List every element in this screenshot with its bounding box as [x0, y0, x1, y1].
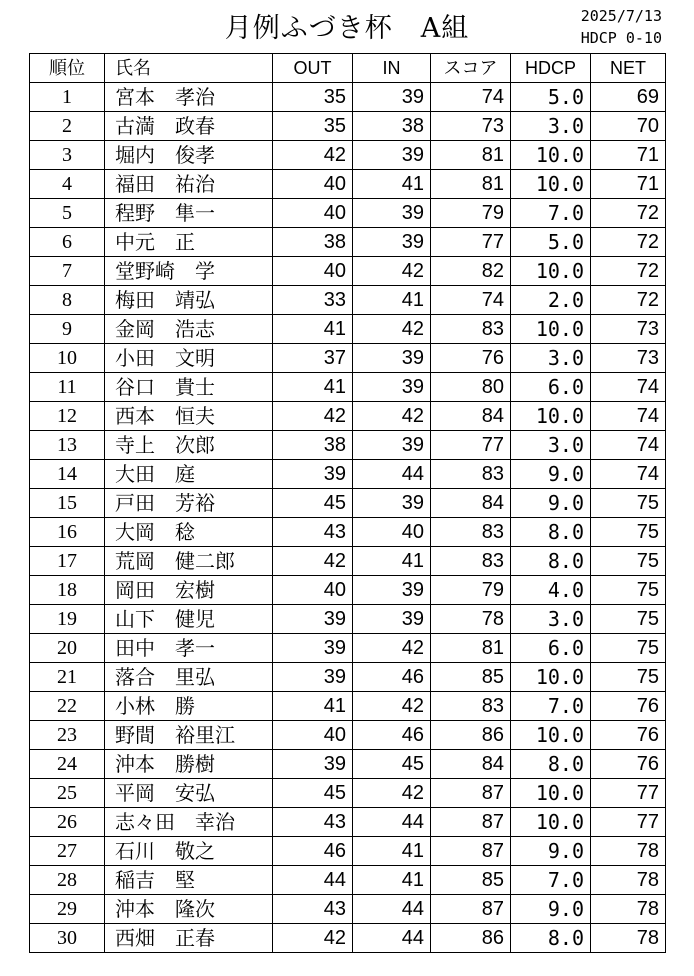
- table-row: [30, 924, 666, 953]
- cell-player-name: 荒岡 健二郎: [105, 547, 273, 576]
- cell-net: 78: [591, 866, 666, 895]
- cell-score: 83: [431, 315, 511, 344]
- cell-score: 85: [431, 663, 511, 692]
- cell-in: 39: [353, 431, 431, 460]
- cell-out: 33: [273, 286, 353, 315]
- table-row: [30, 547, 666, 576]
- table-row: [30, 402, 666, 431]
- cell-net: 70: [591, 112, 666, 141]
- cell-rank: 5: [30, 199, 105, 228]
- cell-net: 78: [591, 895, 666, 924]
- cell-rank: 4: [30, 170, 105, 199]
- cell-score: 83: [431, 518, 511, 547]
- cell-rank: 9: [30, 315, 105, 344]
- cell-out: 37: [273, 344, 353, 373]
- table-row: [30, 228, 666, 257]
- cell-in: 42: [353, 692, 431, 721]
- cell-rank: 20: [30, 634, 105, 663]
- results-table: [29, 53, 666, 953]
- cell-player-name: 大岡 稔: [105, 518, 273, 547]
- cell-hdcp: 7.0: [511, 866, 591, 895]
- cell-out: 43: [273, 895, 353, 924]
- cell-score: 78: [431, 605, 511, 634]
- cell-player-name: 岡田 宏樹: [105, 576, 273, 605]
- table-row: [30, 866, 666, 895]
- cell-player-name: 稲吉 堅: [105, 866, 273, 895]
- cell-score: 83: [431, 547, 511, 576]
- cell-in: 45: [353, 750, 431, 779]
- cell-in: 39: [353, 605, 431, 634]
- column-header-in: IN: [353, 54, 431, 83]
- cell-net: 78: [591, 924, 666, 953]
- cell-in: 44: [353, 924, 431, 953]
- cell-rank: 12: [30, 402, 105, 431]
- cell-player-name: 中元 正: [105, 228, 273, 257]
- table-row: [30, 692, 666, 721]
- cell-player-name: 山下 健児: [105, 605, 273, 634]
- cell-hdcp: 3.0: [511, 431, 591, 460]
- cell-hdcp: 9.0: [511, 489, 591, 518]
- cell-player-name: 田中 孝一: [105, 634, 273, 663]
- cell-score: 76: [431, 344, 511, 373]
- cell-net: 73: [591, 344, 666, 373]
- cell-rank: 23: [30, 721, 105, 750]
- table-row: [30, 257, 666, 286]
- cell-player-name: 石川 敬之: [105, 837, 273, 866]
- cell-player-name: 西本 恒夫: [105, 402, 273, 431]
- cell-rank: 28: [30, 866, 105, 895]
- cell-out: 43: [273, 808, 353, 837]
- cell-net: 78: [591, 837, 666, 866]
- cell-in: 42: [353, 779, 431, 808]
- cell-out: 42: [273, 924, 353, 953]
- cell-score: 83: [431, 460, 511, 489]
- cell-hdcp: 10.0: [511, 257, 591, 286]
- cell-hdcp: 10.0: [511, 721, 591, 750]
- cell-in: 44: [353, 808, 431, 837]
- cell-rank: 18: [30, 576, 105, 605]
- cell-in: 39: [353, 228, 431, 257]
- table-row: [30, 112, 666, 141]
- cell-player-name: 梅田 靖弘: [105, 286, 273, 315]
- cell-out: 38: [273, 431, 353, 460]
- cell-player-name: 堀内 俊孝: [105, 141, 273, 170]
- cell-hdcp: 6.0: [511, 634, 591, 663]
- cell-out: 35: [273, 112, 353, 141]
- table-row: [30, 895, 666, 924]
- column-header-hdcp: HDCP: [511, 54, 591, 83]
- cell-hdcp: 3.0: [511, 344, 591, 373]
- cell-out: 39: [273, 750, 353, 779]
- cell-player-name: 沖本 隆次: [105, 895, 273, 924]
- table-header-row: [30, 54, 666, 83]
- table-row: [30, 315, 666, 344]
- cell-in: 40: [353, 518, 431, 547]
- cell-out: 40: [273, 199, 353, 228]
- cell-net: 77: [591, 808, 666, 837]
- cell-rank: 7: [30, 257, 105, 286]
- cell-player-name: 小林 勝: [105, 692, 273, 721]
- cell-score: 74: [431, 286, 511, 315]
- page-title: 月例ふづき杯 A組: [224, 13, 470, 44]
- cell-hdcp: 10.0: [511, 808, 591, 837]
- cell-in: 41: [353, 547, 431, 576]
- cell-rank: 19: [30, 605, 105, 634]
- cell-hdcp: 10.0: [511, 141, 591, 170]
- cell-score: 85: [431, 866, 511, 895]
- cell-out: 40: [273, 576, 353, 605]
- cell-rank: 25: [30, 779, 105, 808]
- table-row: [30, 83, 666, 112]
- cell-in: 39: [353, 576, 431, 605]
- column-header-out: OUT: [273, 54, 353, 83]
- cell-rank: 29: [30, 895, 105, 924]
- cell-hdcp: 5.0: [511, 228, 591, 257]
- cell-player-name: 小田 文明: [105, 344, 273, 373]
- cell-net: 76: [591, 692, 666, 721]
- cell-out: 42: [273, 402, 353, 431]
- cell-out: 40: [273, 257, 353, 286]
- table-row: [30, 634, 666, 663]
- cell-in: 42: [353, 257, 431, 286]
- cell-player-name: 平岡 安弘: [105, 779, 273, 808]
- cell-out: 39: [273, 460, 353, 489]
- cell-rank: 1: [30, 83, 105, 112]
- cell-in: 38: [353, 112, 431, 141]
- cell-rank: 2: [30, 112, 105, 141]
- cell-out: 42: [273, 547, 353, 576]
- cell-rank: 6: [30, 228, 105, 257]
- cell-score: 84: [431, 489, 511, 518]
- cell-out: 43: [273, 518, 353, 547]
- cell-rank: 3: [30, 141, 105, 170]
- cell-rank: 14: [30, 460, 105, 489]
- table-row: [30, 199, 666, 228]
- cell-score: 83: [431, 692, 511, 721]
- cell-out: 45: [273, 779, 353, 808]
- table-row: [30, 170, 666, 199]
- table-row: [30, 286, 666, 315]
- cell-hdcp: 10.0: [511, 663, 591, 692]
- cell-in: 39: [353, 373, 431, 402]
- table-row: [30, 808, 666, 837]
- cell-in: 39: [353, 199, 431, 228]
- table-row: [30, 750, 666, 779]
- cell-out: 39: [273, 634, 353, 663]
- cell-score: 74: [431, 83, 511, 112]
- cell-net: 69: [591, 83, 666, 112]
- cell-net: 74: [591, 460, 666, 489]
- cell-hdcp: 8.0: [511, 518, 591, 547]
- cell-in: 41: [353, 170, 431, 199]
- cell-out: 41: [273, 692, 353, 721]
- cell-hdcp: 5.0: [511, 83, 591, 112]
- cell-hdcp: 9.0: [511, 460, 591, 489]
- cell-net: 75: [591, 547, 666, 576]
- cell-out: 46: [273, 837, 353, 866]
- table-row: [30, 576, 666, 605]
- table-row: [30, 721, 666, 750]
- cell-score: 81: [431, 634, 511, 663]
- cell-in: 39: [353, 141, 431, 170]
- cell-score: 79: [431, 199, 511, 228]
- cell-hdcp: 7.0: [511, 199, 591, 228]
- cell-score: 73: [431, 112, 511, 141]
- cell-net: 72: [591, 286, 666, 315]
- cell-in: 44: [353, 895, 431, 924]
- cell-rank: 26: [30, 808, 105, 837]
- cell-net: 72: [591, 228, 666, 257]
- cell-out: 38: [273, 228, 353, 257]
- cell-rank: 30: [30, 924, 105, 953]
- cell-score: 77: [431, 431, 511, 460]
- cell-rank: 15: [30, 489, 105, 518]
- cell-hdcp: 8.0: [511, 924, 591, 953]
- cell-player-name: 大田 庭: [105, 460, 273, 489]
- table-row: [30, 663, 666, 692]
- cell-hdcp: 7.0: [511, 692, 591, 721]
- cell-player-name: 沖本 勝樹: [105, 750, 273, 779]
- cell-out: 39: [273, 605, 353, 634]
- cell-out: 41: [273, 373, 353, 402]
- cell-out: 35: [273, 83, 353, 112]
- table-row: [30, 837, 666, 866]
- cell-hdcp: 6.0: [511, 373, 591, 402]
- cell-hdcp: 3.0: [511, 112, 591, 141]
- cell-score: 87: [431, 895, 511, 924]
- cell-out: 42: [273, 141, 353, 170]
- cell-in: 41: [353, 866, 431, 895]
- cell-rank: 11: [30, 373, 105, 402]
- cell-net: 71: [591, 170, 666, 199]
- cell-rank: 13: [30, 431, 105, 460]
- cell-net: 71: [591, 141, 666, 170]
- table-row: [30, 605, 666, 634]
- column-header-score: スコア: [431, 54, 511, 83]
- cell-in: 39: [353, 489, 431, 518]
- cell-player-name: 落合 里弘: [105, 663, 273, 692]
- cell-hdcp: 10.0: [511, 402, 591, 431]
- cell-net: 72: [591, 199, 666, 228]
- cell-hdcp: 8.0: [511, 547, 591, 576]
- cell-score: 87: [431, 837, 511, 866]
- cell-hdcp: 9.0: [511, 895, 591, 924]
- cell-net: 73: [591, 315, 666, 344]
- cell-score: 86: [431, 721, 511, 750]
- cell-out: 40: [273, 170, 353, 199]
- cell-score: 82: [431, 257, 511, 286]
- cell-net: 74: [591, 402, 666, 431]
- cell-net: 74: [591, 431, 666, 460]
- cell-in: 41: [353, 837, 431, 866]
- cell-out: 45: [273, 489, 353, 518]
- cell-in: 46: [353, 663, 431, 692]
- cell-player-name: 宮本 孝治: [105, 83, 273, 112]
- table-row: [30, 431, 666, 460]
- cell-in: 44: [353, 460, 431, 489]
- cell-net: 75: [591, 605, 666, 634]
- cell-player-name: 戸田 芳裕: [105, 489, 273, 518]
- cell-hdcp: 10.0: [511, 779, 591, 808]
- table-row: [30, 518, 666, 547]
- cell-hdcp: 9.0: [511, 837, 591, 866]
- table-row: [30, 141, 666, 170]
- cell-score: 84: [431, 750, 511, 779]
- cell-rank: 16: [30, 518, 105, 547]
- cell-in: 46: [353, 721, 431, 750]
- cell-player-name: 寺上 次郎: [105, 431, 273, 460]
- cell-player-name: 志々田 幸治: [105, 808, 273, 837]
- cell-score: 86: [431, 924, 511, 953]
- cell-out: 41: [273, 315, 353, 344]
- cell-rank: 10: [30, 344, 105, 373]
- cell-out: 40: [273, 721, 353, 750]
- cell-score: 81: [431, 170, 511, 199]
- cell-in: 42: [353, 402, 431, 431]
- cell-net: 76: [591, 721, 666, 750]
- cell-hdcp: 3.0: [511, 605, 591, 634]
- cell-net: 75: [591, 576, 666, 605]
- cell-in: 39: [353, 344, 431, 373]
- table-row: [30, 344, 666, 373]
- cell-hdcp: 4.0: [511, 576, 591, 605]
- cell-net: 75: [591, 634, 666, 663]
- cell-net: 75: [591, 663, 666, 692]
- cell-in: 39: [353, 83, 431, 112]
- cell-player-name: 金岡 浩志: [105, 315, 273, 344]
- column-header-name: 氏名: [105, 54, 273, 83]
- cell-score: 77: [431, 228, 511, 257]
- column-header-net: NET: [591, 54, 666, 83]
- table-row: [30, 460, 666, 489]
- hdcp-range: HDCP 0-10: [580, 29, 662, 47]
- cell-hdcp: 2.0: [511, 286, 591, 315]
- cell-player-name: 野間 裕里江: [105, 721, 273, 750]
- cell-net: 72: [591, 257, 666, 286]
- cell-net: 76: [591, 750, 666, 779]
- cell-hdcp: 10.0: [511, 315, 591, 344]
- cell-score: 87: [431, 808, 511, 837]
- cell-rank: 22: [30, 692, 105, 721]
- cell-rank: 24: [30, 750, 105, 779]
- cell-rank: 21: [30, 663, 105, 692]
- cell-rank: 27: [30, 837, 105, 866]
- cell-in: 42: [353, 634, 431, 663]
- cell-hdcp: 10.0: [511, 170, 591, 199]
- cell-player-name: 古満 政春: [105, 112, 273, 141]
- cell-net: 75: [591, 489, 666, 518]
- cell-rank: 17: [30, 547, 105, 576]
- cell-out: 44: [273, 866, 353, 895]
- table-body: [30, 83, 666, 953]
- cell-score: 79: [431, 576, 511, 605]
- cell-net: 75: [591, 518, 666, 547]
- cell-player-name: 堂野崎 学: [105, 257, 273, 286]
- cell-rank: 8: [30, 286, 105, 315]
- table-row: [30, 779, 666, 808]
- event-date: 2025/7/13: [580, 7, 662, 25]
- cell-score: 84: [431, 402, 511, 431]
- cell-score: 80: [431, 373, 511, 402]
- cell-player-name: 程野 隼一: [105, 199, 273, 228]
- table-row: [30, 489, 666, 518]
- cell-score: 81: [431, 141, 511, 170]
- cell-out: 39: [273, 663, 353, 692]
- cell-player-name: 福田 祐治: [105, 170, 273, 199]
- cell-score: 87: [431, 779, 511, 808]
- cell-player-name: 谷口 貴士: [105, 373, 273, 402]
- cell-net: 74: [591, 373, 666, 402]
- cell-player-name: 西畑 正春: [105, 924, 273, 953]
- cell-in: 41: [353, 286, 431, 315]
- cell-in: 42: [353, 315, 431, 344]
- table-row: [30, 373, 666, 402]
- cell-net: 77: [591, 779, 666, 808]
- column-header-rank: 順位: [30, 54, 105, 83]
- cell-hdcp: 8.0: [511, 750, 591, 779]
